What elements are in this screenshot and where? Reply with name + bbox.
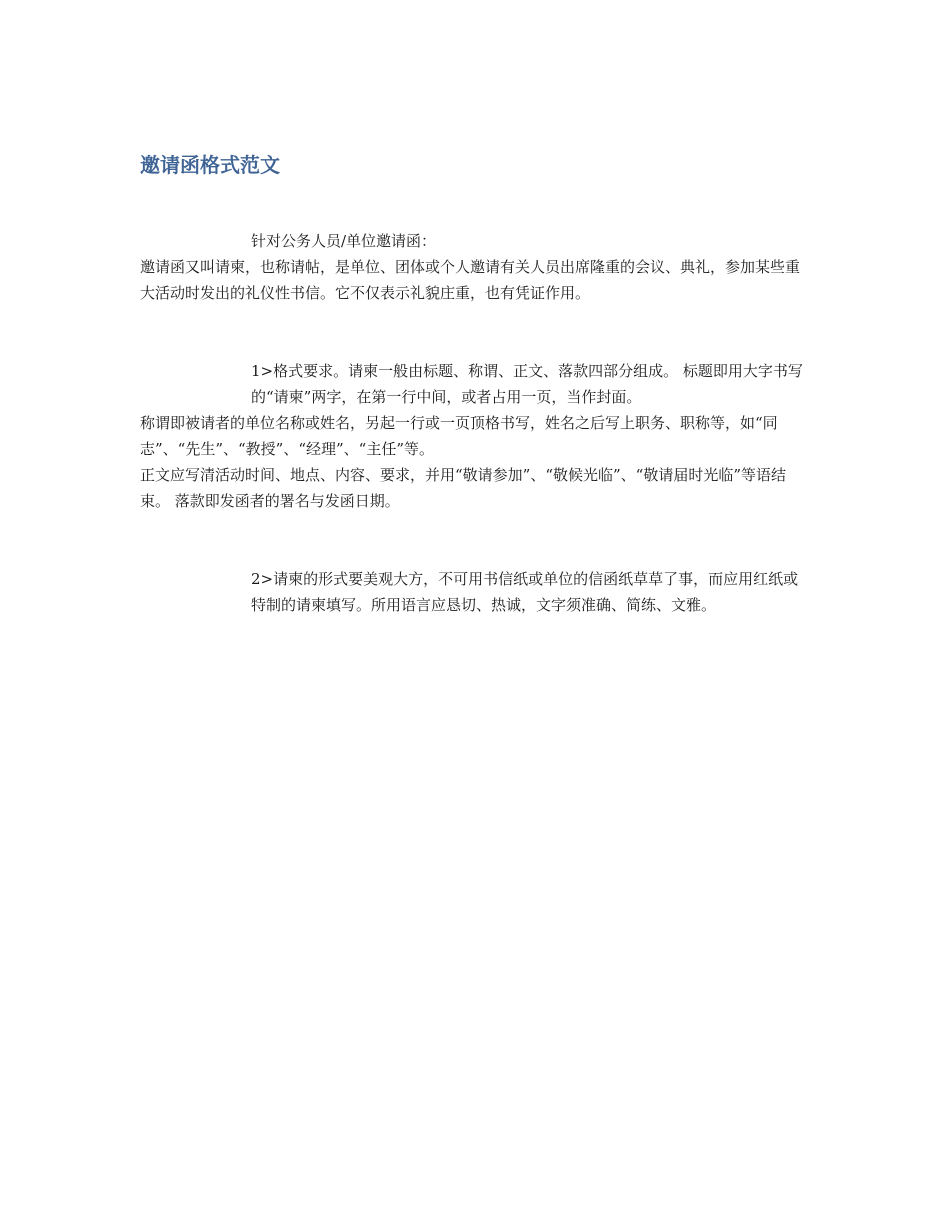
section-heading: 针对公务人员/单位邀请函： <box>251 232 437 250</box>
document-body <box>140 228 805 618</box>
paragraph: 称谓即被请者的单位名称或姓名，另起一行或一页顶格书写，姓名之后写上职务、职称等，如“同志”、“先生”、“教授”、“经理”、“主任”等。 <box>140 414 778 458</box>
paragraph-spacer <box>140 306 805 358</box>
paragraph: 正文应写清活动时间、地点、内容、要求，并用“敬请参加”、“敬候光临”、“敬请届时光临”等语结束。 落款即发函者的署名与发函日期。 <box>140 466 787 510</box>
document-title: 邀请函格式范文 <box>140 153 280 177</box>
paragraph: 邀请函又叫请柬，也称请帖，是单位、团体或个人邀请有关人员出席隆重的会议、典礼，参加某些重大活动时发出的礼仪性书信。它不仅表示礼貌庄重，也有凭证作用。 <box>140 258 801 302</box>
paragraph-spacer <box>140 514 805 566</box>
section-heading: 2>请柬的形式要美观大方，不可用书信纸或单位的信函纸草草了事，而应用红纸或特制的请柬填写。所用语言应恳切、热诚，文字须准确、简练、文雅。 <box>251 570 799 614</box>
section-intro <box>140 228 805 306</box>
section-style-requirements <box>140 566 805 618</box>
section-format-requirements <box>140 358 805 514</box>
section-heading: 1>格式要求。请柬一般由标题、称谓、正文、落款四部分组成。 标题即用大字书写的“请柬”两字，在第一行中间，或者占用一页，当作封面。 <box>251 362 803 406</box>
